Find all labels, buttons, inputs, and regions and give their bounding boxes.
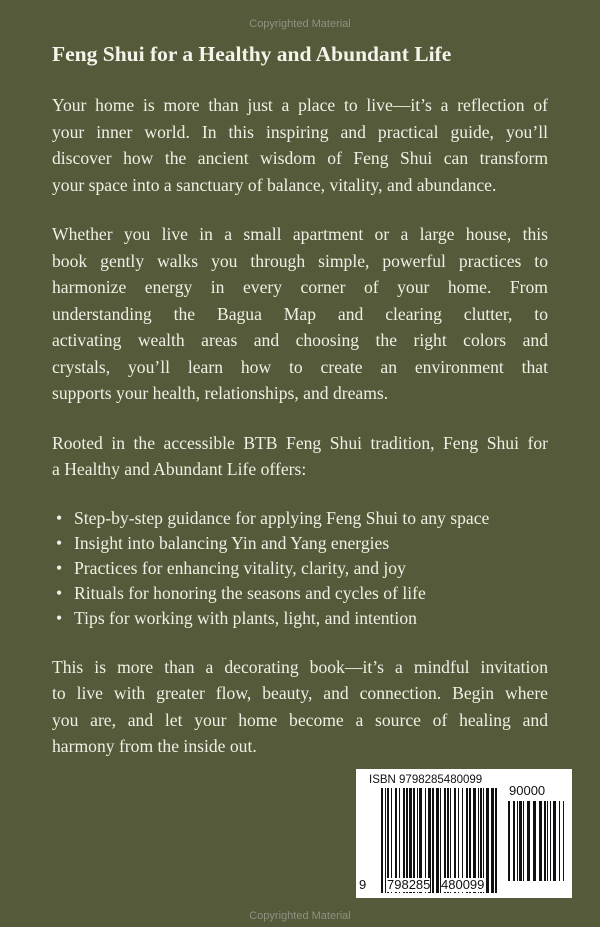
text-line: Whether you live in a small apartment or a large house, this	[52, 224, 548, 244]
barcode-bar	[519, 801, 522, 881]
blurb	[52, 92, 548, 783]
barcode-bar	[563, 801, 564, 881]
barcode-bar	[523, 801, 524, 881]
barcode-bar	[550, 801, 551, 881]
barcode-bar	[495, 788, 497, 893]
barcode-bar	[553, 801, 556, 881]
list-item-text: Insight into balancing Yin and Yang energies	[74, 532, 390, 553]
barcode-bar	[533, 801, 536, 881]
barcode-bar	[527, 801, 530, 881]
barcode-bar	[491, 788, 494, 893]
barcode-digits-group2: 480099	[441, 877, 485, 892]
book-title: Feng Shui for a Healthy and Abundant Life	[52, 42, 452, 66]
bullet-icon: •	[56, 557, 63, 578]
benefits-list	[52, 506, 548, 631]
text-line: Rooted in the accessible BTB Feng Shui tradition, Feng Shui for	[52, 432, 548, 453]
text-line: you are, and let your home become a source of healing and	[52, 709, 548, 730]
text-line: activating wealth areas and choosing the right colors and	[52, 330, 548, 350]
list-item-text: Tips for working with plants, light, and intention	[74, 607, 417, 628]
barcode-bar	[559, 801, 560, 881]
barcode-bar	[381, 788, 383, 893]
barcode-bar	[508, 801, 510, 881]
list-item	[52, 556, 548, 581]
list-item-text: Rituals for honoring the seasons and cycles of life	[74, 582, 426, 603]
text-line: supports your health, relationships, and dreams.	[52, 383, 389, 403]
barcode-digits-group1: 798285	[387, 877, 431, 892]
text-line: harmonize energy in every corner of your home. From	[52, 277, 548, 297]
list-item	[52, 506, 548, 531]
barcode-bar	[385, 788, 386, 893]
barcode-bar	[544, 801, 546, 881]
list-item	[52, 606, 548, 631]
paragraph-description	[52, 221, 548, 407]
text-line: your space into a sanctuary of balance, vitality, and abundance.	[52, 174, 497, 195]
barcode-bar	[432, 788, 434, 893]
list-item	[52, 531, 548, 556]
barcode-bar	[436, 788, 439, 893]
text-line: harmony from the inside out.	[52, 736, 257, 756]
text-line: discover how the ancient wisdom of Feng Shui can transform	[52, 148, 548, 168]
isbn-label: ISBN 9798285480099	[369, 774, 483, 786]
text-line: understanding the Bagua Map and clearing clutter, to	[52, 303, 548, 324]
barcode-digit-first: 9	[359, 877, 367, 892]
text-line: This is more than a decorating book—it’s a mindful invitation	[52, 656, 548, 677]
list-item-text: Practices for enhancing vitality, clarity, and joy	[74, 557, 406, 578]
barcode-bar	[547, 801, 548, 881]
bullet-icon: •	[56, 582, 63, 603]
paragraph-intro	[52, 92, 548, 198]
bullet-icon: •	[56, 532, 63, 553]
text-line: a Healthy and Abundant Life offers:	[52, 459, 307, 479]
paragraph-closing	[52, 654, 548, 760]
isbn-barcode	[356, 769, 572, 898]
text-line: to live with greater flow, beauty, and connection. Begin where	[52, 683, 548, 703]
paragraph-tradition	[52, 430, 548, 483]
text-line: Your home is more than just a place to live—it’s a reflection of	[52, 95, 548, 115]
bullet-icon: •	[56, 607, 63, 628]
text-line: book gently walks you through simple, powerful practices to	[52, 250, 548, 271]
text-line: your inner world. In this inspiring and practical guide, you’ll	[52, 121, 548, 142]
text-line: crystals, you’ll learn how to create an environment that	[52, 356, 548, 377]
list-item	[52, 581, 548, 606]
barcode-bar	[513, 801, 515, 881]
barcode-bar	[486, 788, 489, 893]
barcode-bar	[539, 801, 542, 881]
copyright-watermark-top: Copyrighted Material	[249, 18, 351, 30]
barcode-bar	[517, 801, 518, 881]
price-addon-number: 90000	[509, 783, 546, 798]
bullet-icon: •	[56, 507, 63, 528]
copyright-watermark-bottom: Copyrighted Material	[249, 910, 351, 922]
list-item-text: Step-by-step guidance for applying Feng Shui to any space	[74, 507, 490, 528]
